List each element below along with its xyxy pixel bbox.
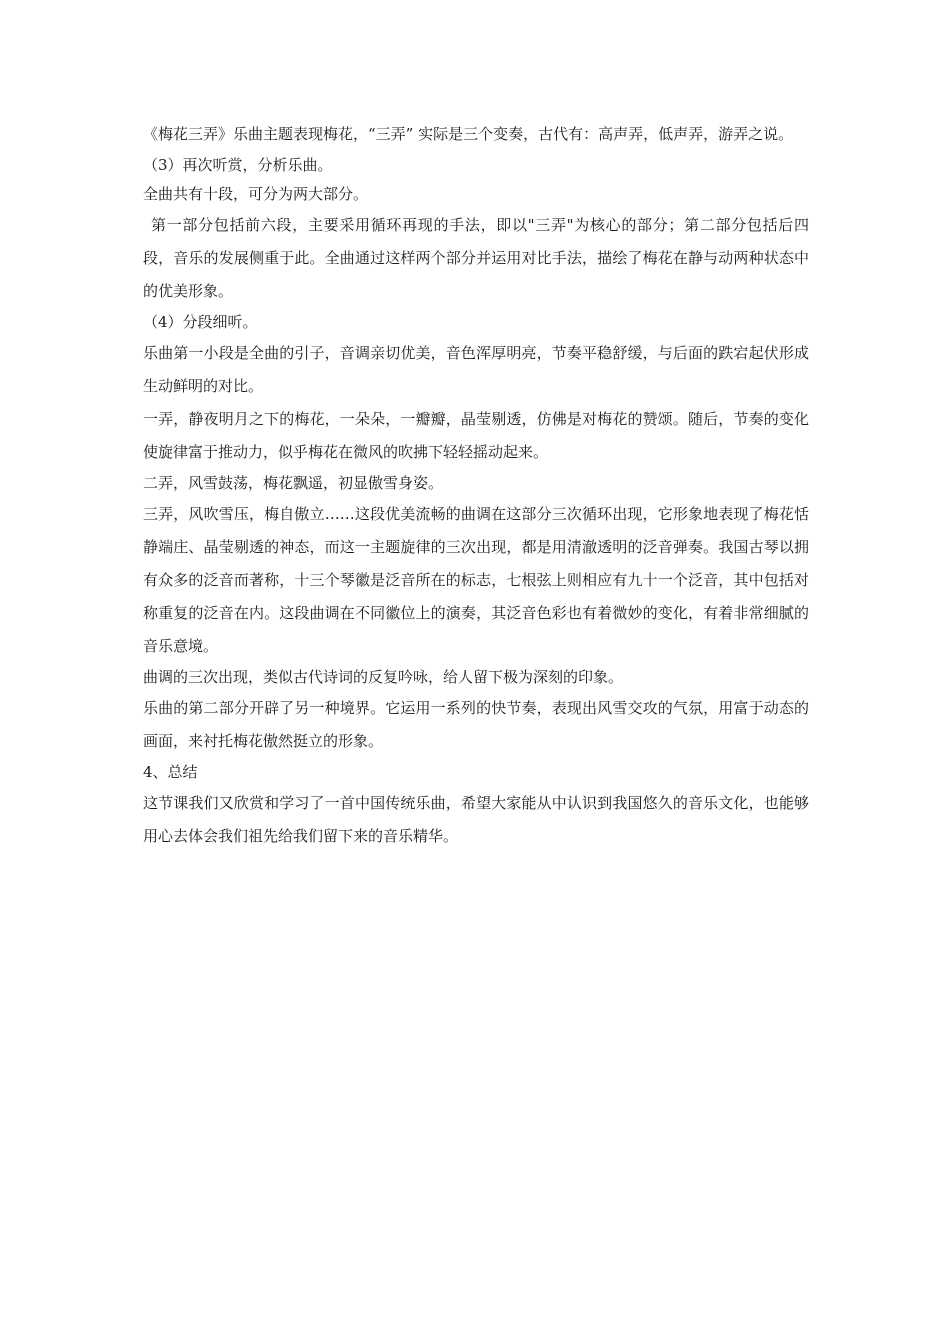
paragraph-intro: 《梅花三弄》乐曲主题表现梅花，“三弄” 实际是三个变奏，古代有：高声弄，低声弄，游弄之说。 (143, 125, 794, 143)
section-heading-summary: 4、总结 (143, 763, 198, 781)
paragraph-step-4: （4）分段细听。 (143, 313, 258, 331)
paragraph-summary: 这节课我们又欣赏和学习了一首中国传统乐曲，希望大家能从中认识到我国悠久的音乐文化，也能够用心去体会我们祖先给我们留下来的音乐精华。 (143, 794, 809, 845)
paragraph-intro-section: 乐曲第一小段是全曲的引子，音调亲切优美，音色浑厚明亮，节奏平稳舒缓，与后面的跌宕起伏形成生动鲜明的对比。 (143, 344, 809, 395)
document-body (143, 118, 809, 853)
paragraph-second-variation: 二弄，风雪鼓荡，梅花飘遥，初显傲雪身姿。 (143, 474, 444, 492)
paragraph-second-part: 乐曲的第二部分开辟了另一种境界。它运用一系列的快节奏，表现出风雪交攻的气氛，用富于动态的画面，来衬托梅花傲然挺立的形象。 (143, 699, 809, 750)
paragraph-structure: 全曲共有十段，可分为两大部分。 (143, 185, 369, 203)
paragraph-third-variation: 三弄，风吹雪压，梅自傲立……这段优美流畅的曲调在这部分三次循环出现，它形象地表现了梅花恬静端庄、晶莹剔透的神态，而这一主题旋律的三次出现，都是用清澈透明的泛音弹奏。我国古琴以拥有众多的泛音而著称，十三个琴徽是泛音所在的标志，七根弦上则相应有九十一个泛音，其中包括对称重复的泛音在内。这段曲调在不同徽位上的演奏，其泛音色彩也有着微妙的变化，有着非常细腻的音乐意境。 (143, 505, 809, 655)
paragraph-two-parts: 第一部分包括前六段，主要采用循环再现的手法，即以"三弄"为核心的部分；第二部分包括后四段，音乐的发展侧重于此。全曲通过这样两个部分并运用对比手法，描绘了梅花在静与动两种状态中的优美形象。 (143, 216, 809, 300)
paragraph-repetition: 曲调的三次出现，类似古代诗词的反复吟咏，给人留下极为深刻的印象。 (143, 668, 624, 686)
paragraph-step-3: （3）再次听赏，分析乐曲。 (143, 156, 333, 174)
paragraph-first-variation: 一弄，静夜明月之下的梅花，一朵朵，一瓣瓣，晶莹剔透，仿佛是对梅花的赞颂。随后，节奏的变化使旋律富于推动力，似乎梅花在微风的吹拂下轻轻摇动起来。 (143, 410, 809, 461)
